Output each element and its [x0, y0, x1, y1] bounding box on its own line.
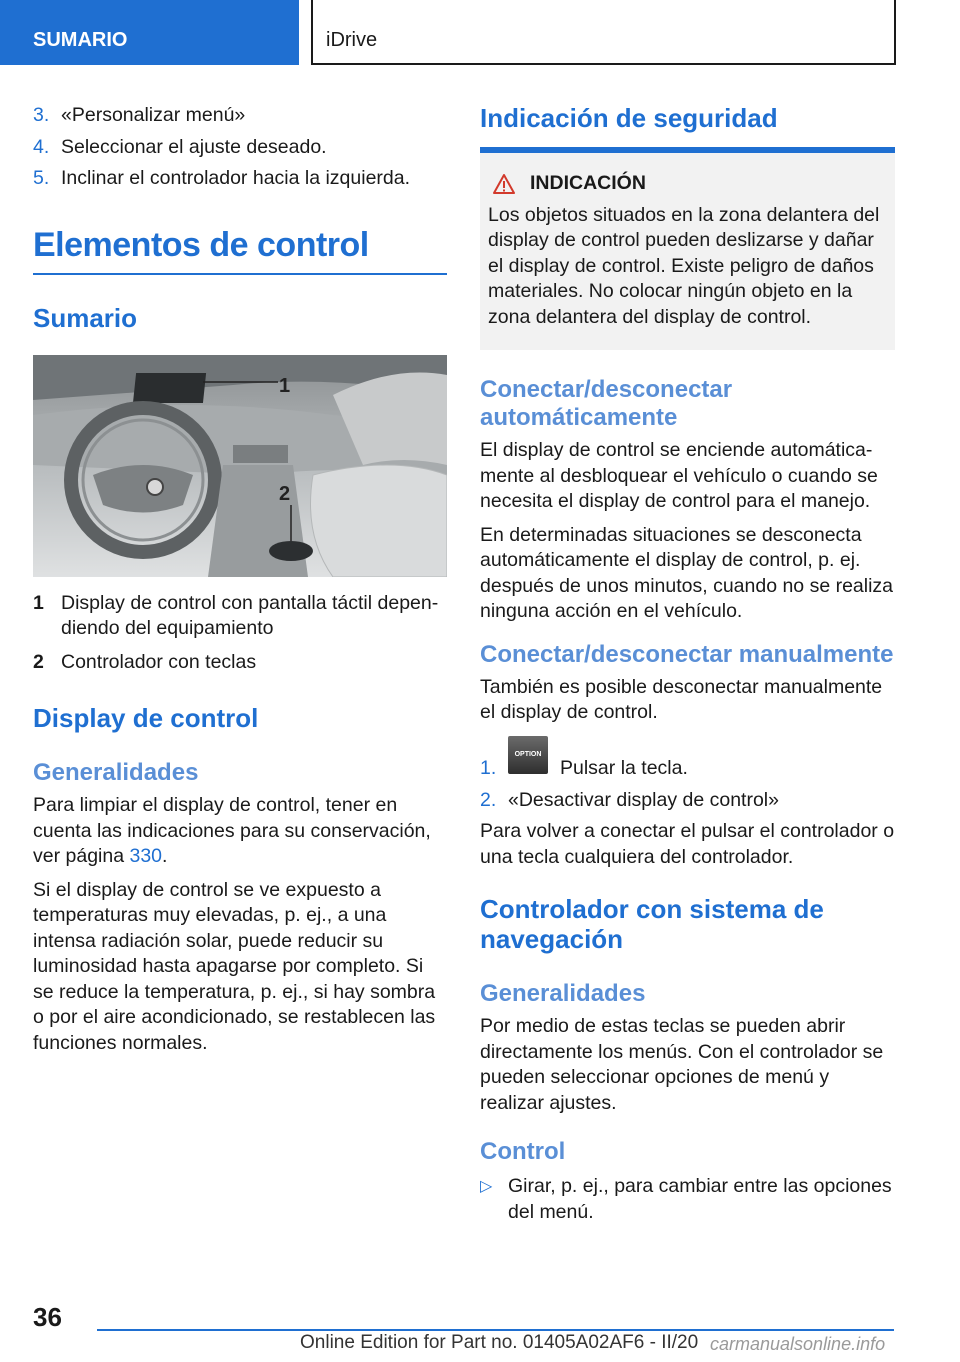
control-list — [480, 1174, 895, 1225]
list-item: 4. Seleccionar el ajuste deseado. — [33, 135, 327, 158]
subsection-heading-generalidades: Generalidades — [33, 759, 199, 786]
paragraph: En determinadas situaciones se desconecta automáticamente el display de control, p. ej. después de unos minutos, cuando no se realiza ninguna acción en el vehículo. — [480, 523, 894, 622]
page-number: 36 — [33, 1302, 62, 1332]
display-body — [33, 793, 447, 1056]
list-item: 2 Controlador con teclas — [33, 650, 257, 673]
manual-body-2 — [480, 819, 895, 870]
page-link-330[interactable]: 330 — [129, 845, 163, 867]
footer-divider — [97, 1329, 894, 1331]
paragraph: Si el display de control se ve expuesto a temperaturas muy elevadas, p. ej., a una intensa radiación solar, puede reducir su luminosidad hasta apagarse por completo. Si se reduce la temperatura, p. ej., si hay sombra o por el aire acondicionado, se restablecen las funciones normales. — [33, 878, 436, 1054]
cockpit-illustration — [33, 355, 447, 577]
paragraph: El display de control se enciende automáticamente al desbloquear el vehículo o cuando se necesita el display de control para el manejo. — [480, 439, 878, 512]
paragraph: Para limpiar el display de control, tener en cuenta las indicaciones para su conservación, ver página 330. — [33, 794, 431, 867]
step-list — [33, 103, 447, 192]
triangle-bullet-icon: ▷ — [480, 1178, 493, 1195]
auto-body — [480, 438, 895, 625]
header-section-title: iDrive — [311, 0, 896, 65]
nav-body — [480, 1014, 895, 1116]
subsection-heading-manual: Conectar/desconectar manualmente — [480, 640, 894, 668]
list-item: 1. OPTION Pulsar la tecla. — [480, 744, 895, 782]
warning-triangle-icon — [492, 173, 516, 195]
notice-text: Los objetos situados en la zona delantera del display de control pueden deslizarse y dañar el display de control. Existe peligro de daños materiales. No colocar ningún objeto en la zona delantera del display de control. — [488, 203, 880, 328]
cockpit-photo — [33, 355, 447, 577]
paragraph: También es posible desconectar manualmente el display de control. — [480, 675, 883, 723]
manual-step-list — [480, 744, 895, 814]
paragraph: Para volver a conectar el pulsar el controlador o una tecla cualquiera del controlador. — [480, 820, 895, 868]
list-item: 2. «Desactivar display de control» — [480, 788, 779, 811]
left-column — [33, 103, 447, 1064]
watermark: carmanualsonline.info — [710, 1334, 886, 1354]
section-heading-display: Display de control — [33, 703, 259, 733]
header-tab-sumario[interactable]: SUMARIO — [0, 0, 299, 65]
list-item: 5. Inclinar el controlador hacia la izquierda. — [33, 167, 411, 189]
right-column — [480, 103, 895, 1225]
subsection-heading-auto: Conectar/desconectar automáticamente — [480, 376, 733, 431]
edition-note: Online Edition for Part no. 01405A02AF6 - II/20 — [300, 1332, 699, 1353]
notice-title: INDICACIÓN — [488, 171, 887, 197]
callout-2: 2 — [279, 482, 291, 505]
section-heading-navigation: Controlador con sistema de navegación — [480, 894, 824, 954]
list-item: 3. «Personalizar menú» — [33, 104, 246, 126]
subsection-heading-generalidades-nav: Generalidades — [480, 980, 646, 1007]
option-button-icon: OPTION — [508, 736, 548, 774]
callout-1: 1 — [279, 374, 291, 397]
paragraph: Por medio de estas teclas se pueden abrir directamente los menús. Con el controlador se pueden seleccionar opciones de menú y realizar ajustes. — [480, 1015, 884, 1114]
list-item: 1 Display de control con pantalla táctil dependiendo del equipamiento — [33, 591, 439, 639]
manual-body — [480, 675, 895, 726]
section-heading-safety: Indicación de seguridad — [480, 103, 778, 133]
subsection-heading-control: Control — [480, 1138, 566, 1165]
chapter-heading: Elementos de control — [33, 226, 447, 275]
list-item: ▷ Girar, p. ej., para cambiar entre las opciones del menú. — [480, 1174, 895, 1225]
section-heading-sumario: Sumario — [33, 302, 138, 333]
photo-legend — [33, 591, 447, 676]
safety-notice — [480, 153, 895, 350]
